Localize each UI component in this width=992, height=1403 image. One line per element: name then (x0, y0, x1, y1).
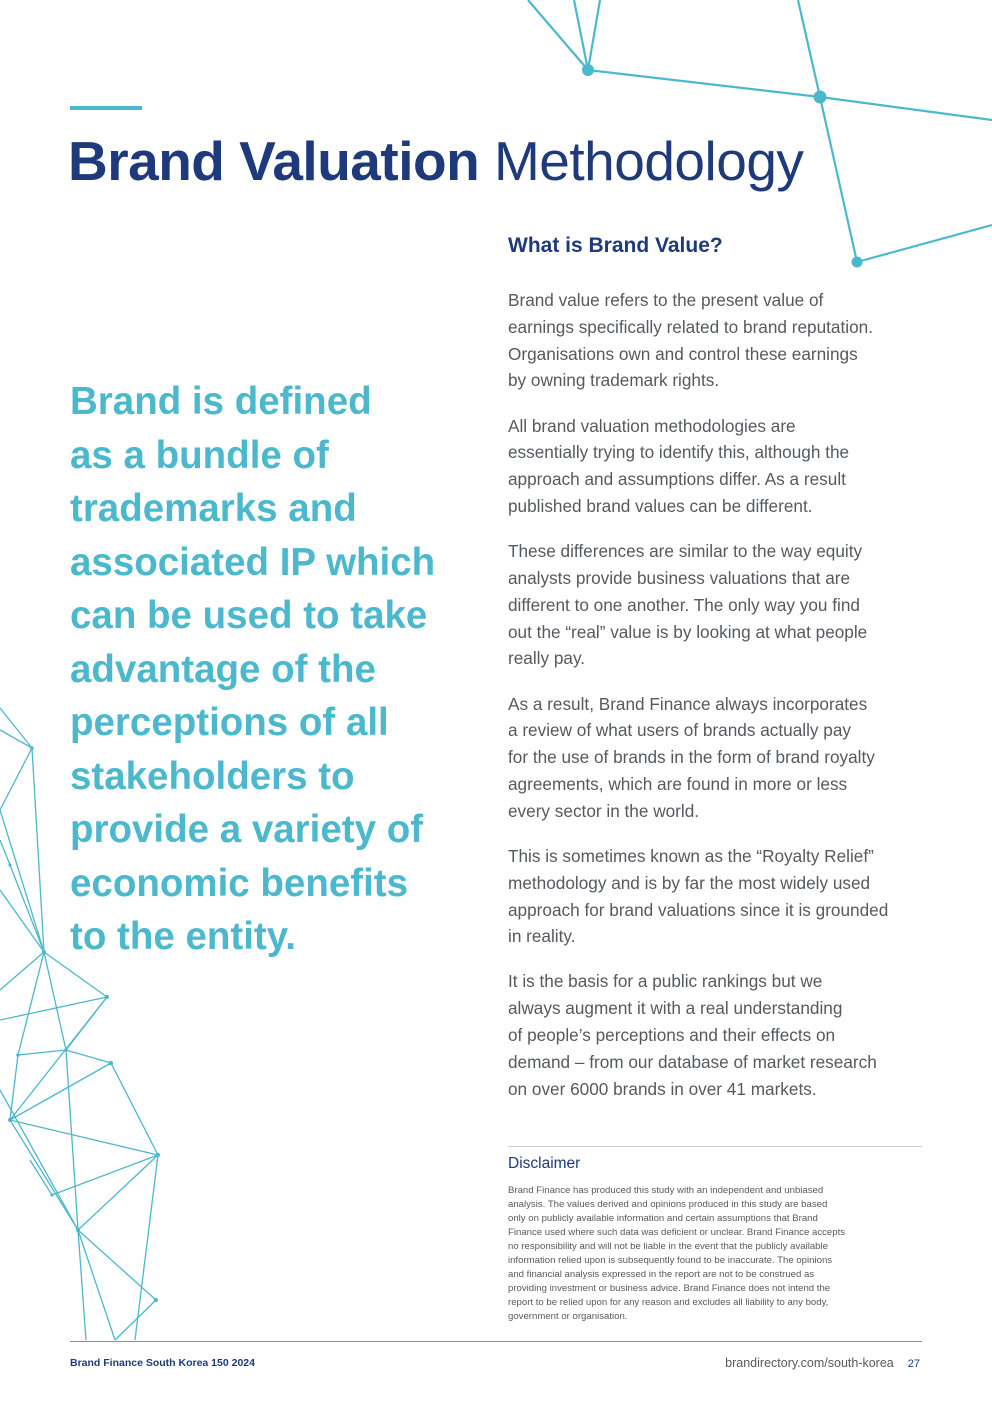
page-title-light: Methodology (493, 130, 804, 192)
page-title (68, 126, 803, 196)
body-text-column (508, 287, 923, 1121)
footer-url-link[interactable]: brandirectory.com/south-korea (725, 1356, 894, 1370)
body-paragraph: It is the basis for a public rankings but we always augment it with a real understanding of people’s perceptions and their effects on demand – from our database of market research on over 6000 brands in over 41 markets. (508, 971, 877, 1099)
body-paragraph: This is sometimes known as the “Royalty Relief” methodology and is by far the most widely used approach for brand valuations since it is grounded in reality. (508, 845, 889, 947)
disclaimer-title: Disclaimer (508, 1155, 581, 1172)
section-heading: What is Brand Value? (508, 234, 723, 257)
disclaimer-divider (508, 1146, 922, 1147)
disclaimer-text: Brand Finance has produced this study with an independent and unbiased analysis. The values derived and opinions produced in this study are based only on publicly available information and certain assumptions that Brand Finance used where such data was deficient or unclear. Brand Finance accepts no responsibility and will not be liable in the event that the publicly available information relied upon is subsequently found to be inaccurate. The opinions and financial analysis expressed in the report are not to be construed as providing investment or business advice. Brand Finance does not intend the report to be relied upon for any reason and excludes all liability to any body, government or organisation. (508, 1185, 846, 1322)
pull-quote: Brand is defined as a bundle of trademarks and associated IP which can be used to take advantage of the perceptions of all stakeholders to provide a variety of economic benefits to the entity. (70, 380, 436, 958)
body-paragraph: All brand valuation methodologies are essentially trying to identify this, although the approach and assumptions differ. As a result published brand values can be different. (508, 415, 850, 516)
footer-right (725, 1355, 920, 1372)
page-title-bold: Brand Valuation (68, 130, 480, 192)
footer-publication-title: Brand Finance South Korea 150 2024 (70, 1357, 255, 1369)
footer-divider (70, 1341, 922, 1342)
page-number: 27 (907, 1358, 920, 1370)
body-paragraph: These differences are similar to the way equity analysts provide business valuations that are different to one another. The only way you find out the “real” value is by looking at what people really pay. (508, 541, 868, 669)
body-paragraph: As a result, Brand Finance always incorporates a review of what users of brands actually pay for the use of brands in the form of brand royalty agreements, which are found in more or less every sector in the world. (508, 693, 875, 821)
title-accent-bar (70, 106, 142, 110)
body-paragraph: Brand value refers to the present value of earnings specifically related to brand reputation. Organisations own and control these earnings by owning trademark rights. (508, 290, 873, 391)
